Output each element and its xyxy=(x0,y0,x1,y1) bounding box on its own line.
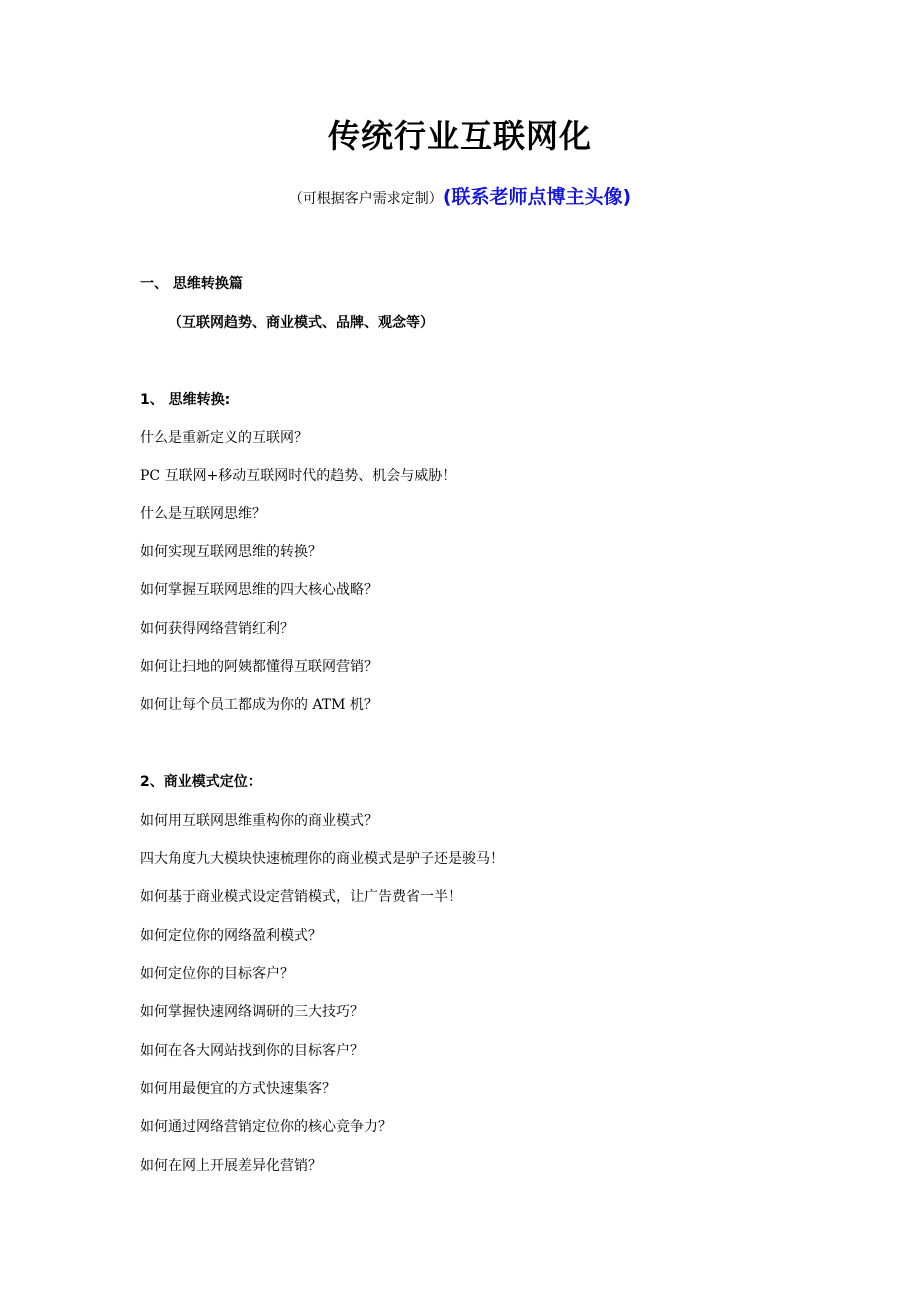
list-item: 什么是互联网思维？ xyxy=(140,506,266,522)
contact-note: (联系老师点博主头像) xyxy=(442,186,632,208)
list-item: 如何基于商业模式设定营销模式，让广告费省一半！ xyxy=(140,889,462,905)
part-heading: 一、 思维转换篇 xyxy=(140,276,243,292)
list-item: 如何让每个员工都成为你的 ATM 机？ xyxy=(140,697,378,713)
customization-note: （可根据客户需求定制） xyxy=(288,191,443,207)
list-item: 如何用互联网思维重构你的商业模式？ xyxy=(140,813,378,829)
list-item: 如何通过网络营销定位你的核心竞争力？ xyxy=(140,1119,392,1135)
list-item: 如何在网上开展差异化营销？ xyxy=(140,1158,322,1174)
list-item: 如何获得网络营销红利？ xyxy=(140,621,294,637)
section-2-heading: 2、商业模式定位： xyxy=(140,774,262,790)
list-item: 如何掌握互联网思维的四大核心战略？ xyxy=(140,582,378,598)
list-item: 如何定位你的网络盈利模式？ xyxy=(140,928,322,944)
list-item: 如何在各大网站找到你的目标客户？ xyxy=(140,1043,364,1059)
list-item: 如何定位你的目标客户？ xyxy=(140,966,294,982)
list-item: 如何用最便宜的方式快速集客？ xyxy=(140,1081,336,1097)
list-item: 如何实现互联网思维的转换？ xyxy=(140,544,322,560)
document-title: 传统行业互联网化 xyxy=(327,117,592,155)
section-1-heading: 1、 思维转换: xyxy=(140,392,231,408)
part-subheading: （互联网趋势、商业模式、品牌、观念等） xyxy=(168,315,434,331)
list-item: PC 互联网+移动互联网时代的趋势、机会与威胁！ xyxy=(140,468,457,484)
list-item: 如何掌握快速网络调研的三大技巧？ xyxy=(140,1004,364,1020)
list-item: 四大角度九大模块快速梳理你的商业模式是驴子还是骏马！ xyxy=(140,851,504,867)
list-item: 如何让扫地的阿姨都懂得互联网营销？ xyxy=(140,659,378,675)
list-item: 什么是重新定义的互联网？ xyxy=(140,430,308,446)
subtitle xyxy=(0,181,920,215)
